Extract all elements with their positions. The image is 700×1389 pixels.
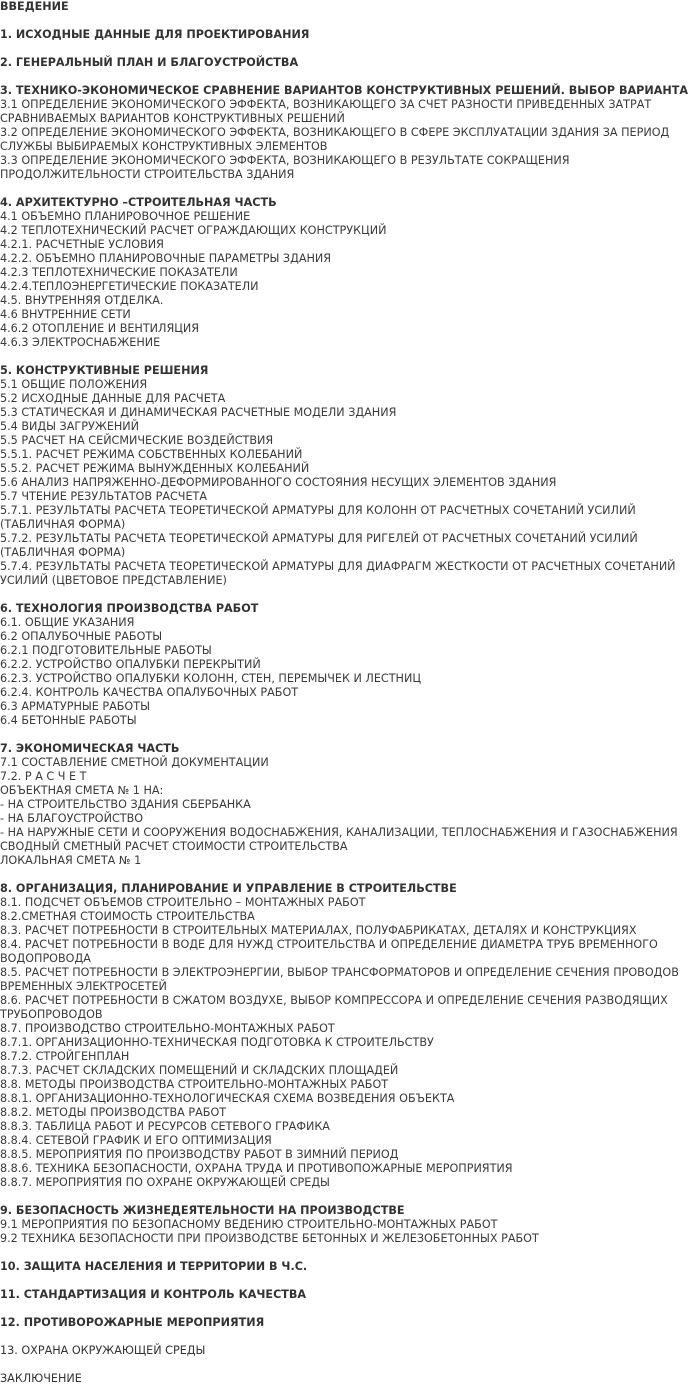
toc-section — [0, 882, 700, 1190]
toc-entry: 8.8.6. ТЕХНИКА БЕЗОПАСНОСТИ, ОХРАНА ТРУДА И ПРОТИВОПОЖАРНЫЕ МЕРОПРИЯТИЯ — [0, 1162, 513, 1175]
toc-entry: СВОДНЫЙ СМЕТНЫЙ РАСЧЕТ СТОИМОСТИ СТРОИТЕЛЬСТВА — [0, 840, 348, 853]
toc-entry: 5.7.4. РЕЗУЛЬТАТЫ РАСЧЕТА ТЕОРЕТИЧЕСКОЙ АРМАТУРЫ ДЛЯ ДИАФРАГМ ЖЕСТКОСТИ ОТ РАСЧЕТНЫХ СОЧЕТАНИЙ УСИЛИЙ (ЦВЕТОВОЕ ПРЕДСТАВЛЕНИЕ) — [0, 560, 676, 587]
toc-section — [0, 1344, 700, 1358]
section-heading: ВВЕДЕНИЕ — [0, 0, 69, 13]
section-heading: 9. БЕЗОПАСНОСТЬ ЖИЗНЕДЕЯТЕЛЬНОСТИ НА ПРОИЗВОДСТВЕ — [0, 1204, 405, 1217]
toc-entry: 6.3 АРМАТУРНЫЕ РАБОТЫ — [0, 700, 150, 713]
toc-entry: 8.1. ПОДСЧЕТ ОБЪЕМОВ СТРОИТЕЛЬНО – МОНТАЖНЫХ РАБОТ — [0, 896, 366, 909]
toc-section — [0, 602, 700, 728]
toc-section — [0, 1260, 700, 1274]
toc-entry: 8.7. ПРОИЗВОДСТВО СТРОИТЕЛЬНО-МОНТАЖНЫХ РАБОТ — [0, 1022, 335, 1035]
toc-entry: - НА БЛАГОУСТРОЙСТВО — [0, 812, 144, 825]
toc-entry: - НА СТРОИТЕЛЬСТВО ЗДАНИЯ СБЕРБАНКА — [0, 798, 251, 811]
toc-entry: 8.2.СМЕТНАЯ СТОИМОСТЬ СТРОИТЕЛЬСТВА — [0, 910, 255, 923]
toc-entry: 8.7.1. ОРГАНИЗАЦИОННО-ТЕХНИЧЕСКАЯ ПОДГОТОВКА К СТРОИТЕЛЬСТВУ — [0, 1036, 434, 1049]
toc-section — [0, 28, 700, 42]
toc-section — [0, 84, 700, 182]
toc-entry: 5.5 РАСЧЕТ НА СЕЙСМИЧЕСКИЕ ВОЗДЕЙСТВИЯ — [0, 434, 274, 447]
toc-section — [0, 1288, 700, 1302]
toc-entry: - НА НАРУЖНЫЕ СЕТИ И СООРУЖЕНИЯ ВОДОСНАБЖЕНИЯ, КАНАЛИЗАЦИИ, ТЕПЛОСНАБЖЕНИЯ И ГАЗОСНАБЖЕНИЯ — [0, 826, 678, 839]
toc-entry: 9.2 ТЕХНИКА БЕЗОПАСНОСТИ ПРИ ПРОИЗВОДСТВЕ БЕТОННЫХ И ЖЕЛЕЗОБЕТОННЫХ РАБОТ — [0, 1232, 539, 1245]
toc-entry: 3.2 ОПРЕДЕЛЕНИЕ ЭКОНОМИЧЕСКОГО ЭФФЕКТА, ВОЗНИКАЮЩЕГО В СФЕРЕ ЭКСПЛУАТАЦИИ ЗДАНИЯ ЗА ПЕРИОД СЛУЖБЫ ВЫБИРАЕМЫХ КОНСТРУКТИВНЫХ ЭЛЕМЕНТОВ — [0, 126, 670, 153]
section-heading: 1. ИСХОДНЫЕ ДАННЫЕ ДЛЯ ПРОЕКТИРОВАНИЯ — [0, 28, 310, 41]
toc-entry: 4.1 ОБЪЕМНО ПЛАНИРОВОЧНОЕ РЕШЕНИЕ — [0, 210, 251, 223]
toc-entry: 8.7.3. РАСЧЕТ СКЛАДСКИХ ПОМЕЩЕНИЙ И СКЛАДСКИХ ПЛОЩАДЕЙ — [0, 1064, 399, 1077]
toc-entry: 3.1 ОПРЕДЕЛЕНИЕ ЭКОНОМИЧЕСКОГО ЭФФЕКТА, ВОЗНИКАЮЩЕГО ЗА СЧЕТ РАЗНОСТИ ПРИВЕДЕННЫХ ЗАТРАТ СРАВНИВАЕМЫХ ВАРИАНТОВ КОНСТРУКТИВНЫХ РЕШЕНИЙ — [0, 98, 652, 125]
toc-entry: 6.4 БЕТОННЫЕ РАБОТЫ — [0, 714, 137, 727]
toc-entry: 5.2 ИСХОДНЫЕ ДАННЫЕ ДЛЯ РАСЧЕТА — [0, 392, 226, 405]
toc-entry: ОБЪЕКТНАЯ СМЕТА № 1 НА: — [0, 784, 164, 797]
toc-entry: 5.3 СТАТИЧЕСКАЯ И ДИНАМИЧЕСКАЯ РАСЧЕТНЫЕ МОДЕЛИ ЗДАНИЯ — [0, 406, 397, 419]
toc-entry: 5.5.2. РАСЧЕТ РЕЖИМА ВЫНУЖДЕННЫХ КОЛЕБАНИЙ — [0, 462, 310, 475]
section-heading: 6. ТЕХНОЛОГИЯ ПРОИЗВОДСТВА РАБОТ — [0, 602, 259, 615]
toc-entry: 5.7 ЧТЕНИЕ РЕЗУЛЬТАТОВ РАСЧЕТА — [0, 490, 208, 503]
toc-entry: 8.8.4. СЕТЕВОЙ ГРАФИК И ЕГО ОПТИМИЗАЦИЯ — [0, 1134, 272, 1147]
toc-entry: 4.6.3 ЭЛЕКТРОСНАБЖЕНИЕ — [0, 336, 161, 349]
toc-entry: 8.7.2. СТРОЙГЕНПЛАН — [0, 1050, 130, 1063]
toc-section — [0, 0, 700, 14]
toc-entry: 8.8.2. МЕТОДЫ ПРОИЗВОДСТВА РАБОТ — [0, 1106, 227, 1119]
toc-section — [0, 1316, 700, 1330]
toc-entry: 8.8.3. ТАБЛИЦА РАБОТ И РЕСУРСОВ СЕТЕВОГО ГРАФИКА — [0, 1120, 330, 1133]
toc-entry: 8.8.5. МЕРОПРИЯТИЯ ПО ПРОИЗВОДСТВУ РАБОТ В ЗИМНИЙ ПЕРИОД — [0, 1148, 399, 1161]
toc-entry: 4.2.3 ТЕПЛОТЕХНИЧЕСКИЕ ПОКАЗАТЕЛИ — [0, 266, 238, 279]
section-heading: ЗАКЛЮЧЕНИЕ — [0, 1372, 82, 1385]
toc-entry: 5.4 ВИДЫ ЗАГРУЖЕНИЙ — [0, 420, 140, 433]
toc-entry: 4.2.4.ТЕПЛОЭНЕРГЕТИЧЕСКИЕ ПОКАЗАТЕЛИ — [0, 280, 259, 293]
section-heading: 8. ОРГАНИЗАЦИЯ, ПЛАНИРОВАНИЕ И УПРАВЛЕНИЕ В СТРОИТЕЛЬСТВЕ — [0, 882, 457, 895]
toc-entry: ЛОКАЛЬНАЯ СМЕТА № 1 — [0, 854, 142, 867]
section-heading: 12. ПРОТИВОРОЖАРНЫЕ МЕРОПРИЯТИЯ — [0, 1316, 265, 1329]
section-heading: 7. ЭКОНОМИЧЕСКАЯ ЧАСТЬ — [0, 742, 180, 755]
toc-entry: 5.6 АНАЛИЗ НАПРЯЖЕННО-ДЕФОРМИРОВАННОГО СОСТОЯНИЯ НЕСУЩИХ ЭЛЕМЕНТОВ ЗДАНИЯ — [0, 476, 557, 489]
toc-section — [0, 1204, 700, 1246]
section-heading: 11. СТАНДАРТИЗАЦИЯ И КОНТРОЛЬ КАЧЕСТВА — [0, 1288, 307, 1301]
toc-entry: 6.2.3. УСТРОЙСТВО ОПАЛУБКИ КОЛОНН, СТЕН, ПЕРЕМЫЧЕК И ЛЕСТНИЦ — [0, 672, 422, 685]
section-heading: 10. ЗАЩИТА НАСЕЛЕНИЯ И ТЕРРИТОРИИ В Ч.С. — [0, 1260, 308, 1273]
toc-section — [0, 1372, 700, 1386]
toc-entry: 8.8.7. МЕРОПРИЯТИЯ ПО ОХРАНЕ ОКРУЖАЮЩЕЙ СРЕДЫ — [0, 1176, 330, 1189]
toc-entry: 5.7.1. РЕЗУЛЬТАТЫ РАСЧЕТА ТЕОРЕТИЧЕСКОЙ АРМАТУРЫ ДЛЯ КОЛОНН ОТ РАСЧЕТНЫХ СОЧЕТАНИЙ УСИЛИЙ (ТАБЛИЧНАЯ ФОРМА) — [0, 504, 636, 531]
toc-section — [0, 196, 700, 350]
toc-section — [0, 56, 700, 70]
toc-entry: 5.7.2. РЕЗУЛЬТАТЫ РАСЧЕТА ТЕОРЕТИЧЕСКОЙ АРМАТУРЫ ДЛЯ РИГЕЛЕЙ ОТ РАСЧЕТНЫХ СОЧЕТАНИЙ УСИЛИЙ (ТАБЛИЧНАЯ ФОРМА) — [0, 532, 638, 559]
toc-entry: 7.1 СОСТАВЛЕНИЕ СМЕТНОЙ ДОКУМЕНТАЦИИ — [0, 756, 269, 769]
toc-entry: 5.5.1. РАСЧЕТ РЕЖИМА СОБСТВЕННЫХ КОЛЕБАНИЙ — [0, 448, 303, 461]
toc-entry: 6.2.2. УСТРОЙСТВО ОПАЛУБКИ ПЕРЕКРЫТИЙ — [0, 658, 261, 671]
toc-entry: 9.1 МЕРОПРИЯТИЯ ПО БЕЗОПАСНОМУ ВЕДЕНИЮ СТРОИТЕЛЬНО-МОНТАЖНЫХ РАБОТ — [0, 1218, 498, 1231]
section-heading: 3. ТЕХНИКО-ЭКОНОМИЧЕСКОЕ СРАВНЕНИЕ ВАРИАНТОВ КОНСТРУКТИВНЫХ РЕШЕНИЙ. ВЫБОР ВАРИАНТА — [0, 84, 689, 97]
toc-section — [0, 742, 700, 868]
toc-entry: 8.8.1. ОРГАНИЗАЦИОННО-ТЕХНОЛОГИЧЕСКАЯ СХЕМА ВОЗВЕДЕНИЯ ОБЪЕКТА — [0, 1092, 455, 1105]
toc-entry: 4.2.1. РАСЧЕТНЫЕ УСЛОВИЯ — [0, 238, 164, 251]
toc-entry: 4.5. ВНУТРЕННЯЯ ОТДЕЛКА. — [0, 294, 164, 307]
section-heading: 4. АРХИТЕКТУРНО –СТРОИТЕЛЬНАЯ ЧАСТЬ — [0, 196, 277, 209]
toc-entry: 4.6 ВНУТРЕННИЕ СЕТИ — [0, 308, 131, 321]
toc-entry: 6.2 ОПАЛУБОЧНЫЕ РАБОТЫ — [0, 630, 163, 643]
section-heading: 13. ОХРАНА ОКРУЖАЮЩЕЙ СРЕДЫ — [0, 1344, 206, 1357]
toc-entry: 6.2.4. КОНТРОЛЬ КАЧЕСТВА ОПАЛУБОЧНЫХ РАБОТ — [0, 686, 299, 699]
toc-entry: 3.3 ОПРЕДЕЛЕНИЕ ЭКОНОМИЧЕСКОГО ЭФФЕКТА, ВОЗНИКАЮЩЕГО В РЕЗУЛЬТАТЕ СОКРАЩЕНИЯ ПРОДОЛЖИТЕЛЬНОСТИ СТРОИТЕЛЬСТВА ЗДАНИЯ — [0, 154, 570, 181]
section-heading: 5. КОНСТРУКТИВНЫЕ РЕШЕНИЯ — [0, 364, 209, 377]
toc-entry: 8.4. РАСЧЕТ ПОТРЕБНОСТИ В ВОДЕ ДЛЯ НУЖД СТРОИТЕЛЬСТВА И ОПРЕДЕЛЕНИЕ ДИАМЕТРА ТРУБ ВРЕМЕННОГО ВОДОПРОВОДА — [0, 938, 658, 965]
toc-entry: 4.6.2 ОТОПЛЕНИЕ И ВЕНТИЛЯЦИЯ — [0, 322, 200, 335]
toc-entry: 6.1. ОБЩИЕ УКАЗАНИЯ — [0, 616, 135, 629]
toc-section — [0, 364, 700, 588]
toc-entry: 6.2.1 ПОДГОТОВИТЕЛЬНЫЕ РАБОТЫ — [0, 644, 212, 657]
toc-entry: 7.2. Р А С Ч Е Т — [0, 770, 87, 783]
toc-entry: 5.1 ОБЩИЕ ПОЛОЖЕНИЯ — [0, 378, 148, 391]
toc-entry: 4.2 ТЕПЛОТЕХНИЧЕСКИЙ РАСЧЕТ ОГРАЖДАЮЩИХ КОНСТРУКЦИЙ — [0, 224, 387, 237]
toc-entry: 8.6. РАСЧЕТ ПОТРЕБНОСТИ В СЖАТОМ ВОЗДУХЕ, ВЫБОР КОМПРЕССОРА И ОПРЕДЕЛЕНИЕ СЕЧЕНИЯ РАЗВОДЯЩИХ ТРУБОПРОВОДОВ — [0, 994, 668, 1021]
toc-entry: 8.5. РАСЧЕТ ПОТРЕБНОСТИ В ЭЛЕКТРОЭНЕРГИИ, ВЫБОР ТРАНСФОРМАТОРОВ И ОПРЕДЕЛЕНИЕ СЕЧЕНИЯ ПРОВОДОВ ВРЕМЕННЫХ ЭЛЕКТРОСЕТЕЙ — [0, 966, 679, 993]
toc-entry: 8.3. РАСЧЕТ ПОТРЕБНОСТИ В СТРОИТЕЛЬНЫХ МАТЕРИАЛАХ, ПОЛУФАБРИКАТАХ, ДЕТАЛЯХ И КОНСТРУКЦИЯХ — [0, 924, 637, 937]
toc-entry: 8.8. МЕТОДЫ ПРОИЗВОДСТВА СТРОИТЕЛЬНО-МОНТАЖНЫХ РАБОТ — [0, 1078, 389, 1091]
section-heading: 2. ГЕНЕРАЛЬНЫЙ ПЛАН И БЛАГОУСТРОЙСТВА — [0, 56, 299, 69]
toc-entry: 4.2.2. ОБЪЕМНО ПЛАНИРОВОЧНЫЕ ПАРАМЕТРЫ ЗДАНИЯ — [0, 252, 332, 265]
